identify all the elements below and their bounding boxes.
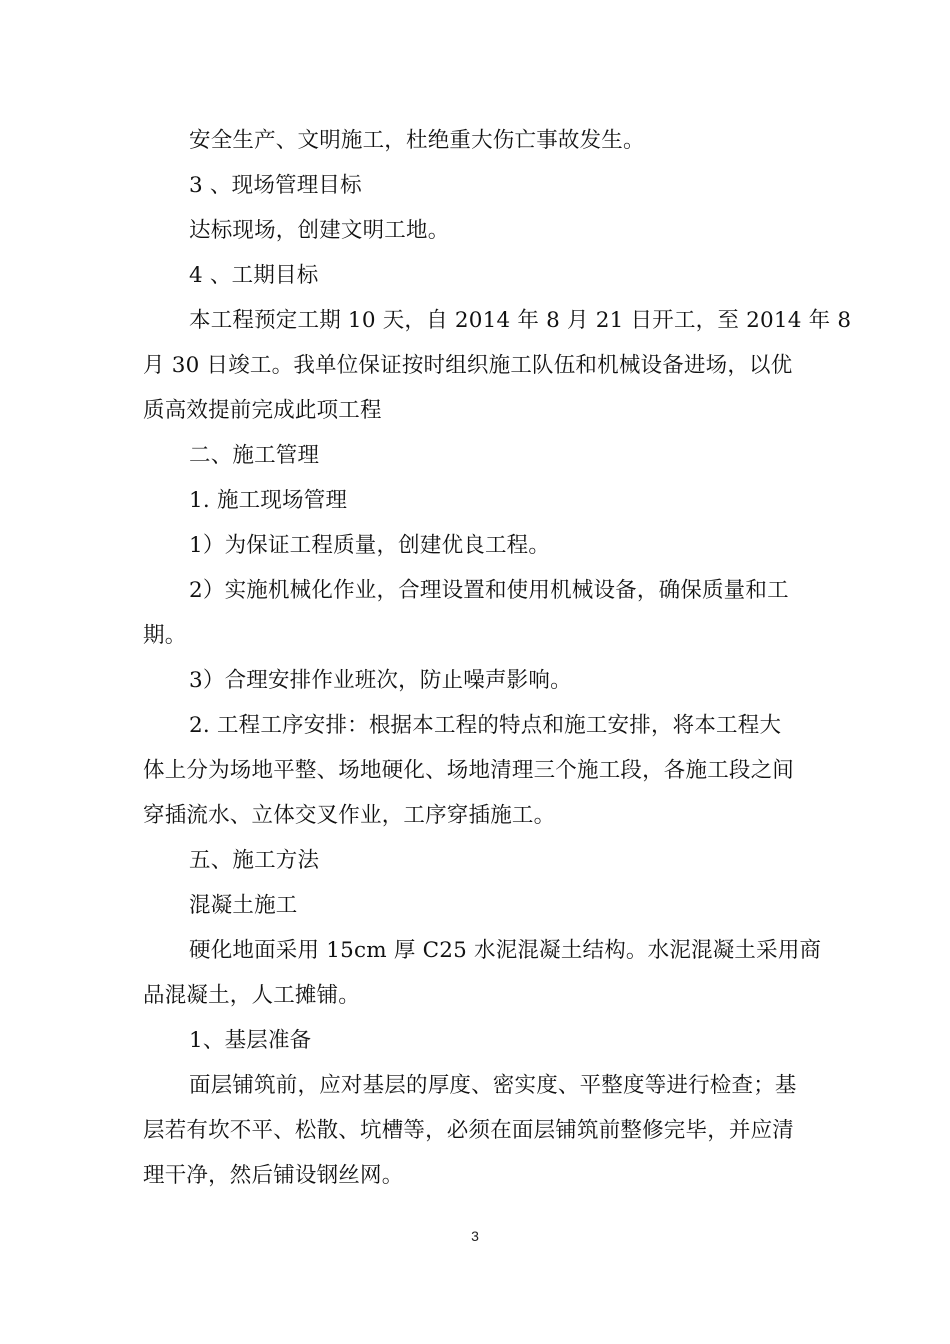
text-line: 硬化地面采用 15cm 厚 C25 水泥混凝土结构。水泥混凝土采用商 — [189, 938, 822, 963]
text-line: 理干净，然后铺设钢丝网。 — [143, 1163, 404, 1188]
text-line: 层若有坎不平、松散、坑槽等，必须在面层铺筑前整修完毕，并应清 — [143, 1118, 795, 1143]
text-line: 1）为保证工程质量，创建优良工程。 — [189, 533, 551, 558]
text-line: 本工程预定工期 10 天，自 2014 年 8 月 21 日开工，至 2014 年 8 — [189, 308, 852, 333]
text-line: 2. 工程工序安排：根据本工程的特点和施工安排，将本工程大 — [189, 713, 782, 738]
text-line: 1、基层准备 — [189, 1028, 312, 1053]
text-line: 3）合理安排作业班次，防止噪声影响。 — [189, 668, 572, 693]
text-line: 期。 — [143, 623, 187, 648]
text-line: 3 、现场管理目标 — [189, 173, 362, 198]
text-line: 混凝土施工 — [189, 893, 298, 918]
document-body — [143, 118, 852, 1198]
text-line: 面层铺筑前，应对基层的厚度、密实度、平整度等进行检查；基 — [189, 1073, 797, 1098]
text-line: 月 30 日竣工。我单位保证按时组织施工队伍和机械设备进场，以优 — [143, 353, 793, 378]
text-line: 4 、工期目标 — [189, 263, 319, 288]
text-line: 安全生产、文明施工，杜绝重大伤亡事故发生。 — [189, 128, 645, 153]
text-line: 品混凝土，人工摊铺。 — [143, 983, 361, 1008]
text-line: 穿插流水、立体交叉作业，工序穿插施工。 — [143, 803, 556, 828]
text-line: 体上分为场地平整、场地硬化、场地清理三个施工段，各施工段之间 — [143, 758, 795, 783]
page-number: 3 — [471, 1228, 479, 1244]
text-line: 质高效提前完成此项工程 — [143, 398, 382, 423]
text-line: 1. 施工现场管理 — [189, 488, 348, 513]
section-heading: 五、施工方法 — [189, 848, 320, 873]
text-line: 达标现场，创建文明工地。 — [189, 218, 450, 243]
text-line: 2）实施机械化作业，合理设置和使用机械设备，确保质量和工 — [189, 578, 789, 603]
section-heading: 二、施工管理 — [189, 443, 320, 468]
